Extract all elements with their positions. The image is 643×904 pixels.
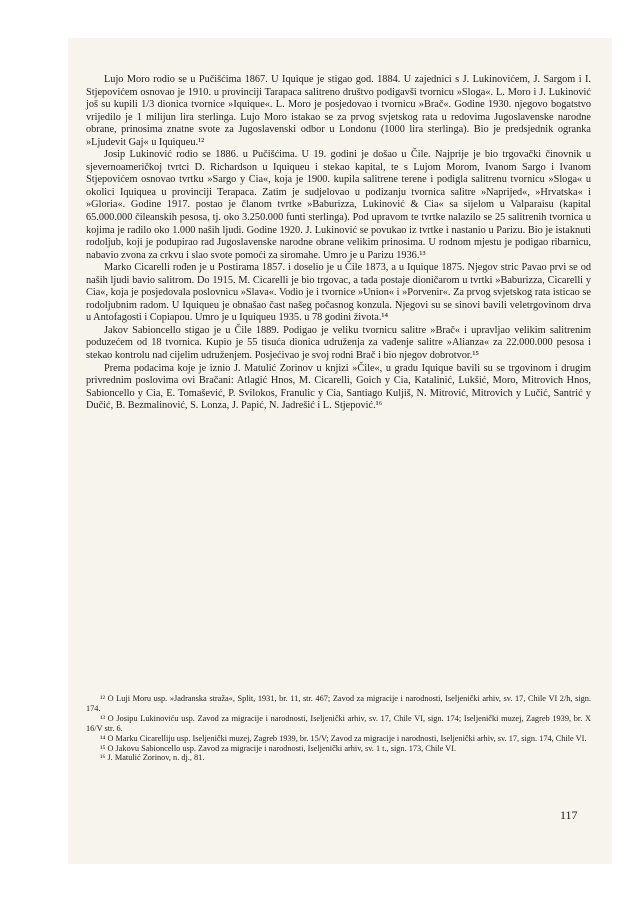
paragraph-josip-lukinovic: Josip Lukinović rodio se 1886. u Pučišćima. U 19. godini je došao u Čile. Najprije je bio trgovački činovnik u sjevernoameričkoj tvrtci D. Richardson u Iquiqueu i stekao kapital, te s Lujom Morom, Ivanom Sargo i Ivanom Stjepovićem osnovao tvrtku »Sargo y Cia«, koja je 1900. kupila salitrene terene i podigla salitrenu tvornicu »Sloga« u okolici Iquiquea u provinciji Terapaca. Zatim je sudjelovao u podizanju tvornica salitre »Naprijed«, »Hrvatska« i »Gloria«. Godine 1917. postao je članom tvrtke »Baburizza, Lukinović & Cia« sa sijelom u Valparaisu (kapital 65.000.000 čileanskih pesosa, tj. oko 3.250.000 funti sterlinga). Pod upravom te tvrtke nalazilo se 25 salitrenih tvornica u kojima je radilo oko 1.000 naših ljudi. Godine 1920. J. Lukinović se povukao iz tvrtke i nastanio u Parizu. Bio je istaknuti rodoljub, koji je podupirao rad Jugoslavenske narodne obrane velikim prinosima. U rodnom mjestu je podigao ribarnicu, nabavio zvona za crkvu i slao svote pomoći za siromahe. Umro je u Parizu 1936.¹³ (86, 149, 591, 261)
footnote-13: ¹³ O Josipu Lukinoviću usp. Zavod za migracije i narodnosti, Iseljenički arhiv, sv. 17, Chile VI, sign. 174; Iseljenički muzej, Zagreb 1939, br. X 16/V str. 6. (86, 713, 591, 733)
book-page (68, 38, 612, 864)
footnotes (86, 694, 591, 763)
page-number: 117 (560, 808, 578, 822)
paragraph-bracani-list: Prema podacima koje je iznio J. Matulić Zorinov u knjizi »Čile«, u gradu Iquique bavili su se trgovinom i drugim privrednim poslovima ovi Bračani: Atlagić Hnos, M. Cicarelli, Goich y Cia, Katalinić, Lukšić, Moro, Mitrovich Hnos, Sabioncello y Cia, E. Tomašević, P. Svilokos, Franulic y Cia, Santiago Kuljiš, N. Mitrović, Mitrovich y Lučić, Santrić y Dučić, B. Bezmalinović, S. Lonza, J. Papić, N. Jadrešić i L. Stjepović.¹⁶ (86, 362, 591, 412)
footnote-15: ¹⁵ O Jakovu Sabioncello usp. Zavod za migracije i narodnosti, Iseljenički arhiv, sv. 1 t., sign. 173, Chile VI. (100, 743, 457, 753)
footnote-16: ¹⁶ J. Matulić Zorinov, n. dj., 81. (100, 753, 205, 763)
paragraph-lujo-moro: Lujo Moro rodio se u Pučišćima 1867. U Iquique je stigao god. 1884. U zajednici s J. Lukinovićem, J. Sargom i I. Stjepovićem osnovao je 1910. u provinciji Tarapaca salitreno društvo podigavši tvornicu »Sloga«. L. Moro i J. Lukinović još su kupili 1/3 dionica tvornice »Iquique«. L. Moro je posjedovao i tvornicu »Brač«. Godine 1930. njegovo bogatstvo vrijedilo je 1 milijun lira sterlinga. Lujo Moro istakao se za prvog svjetskog rata u redovima Jugoslavenske narodne obrane, prinosima znatne svote za Jugoslavenski odbor u Londonu (1000 lira sterlinga). Bio je predsjednik ogranka »Ljudevit Gaj« u Iquiqueu.¹² (86, 74, 591, 148)
footnote-14: ¹⁴ O Marku Cicarelliju usp. Iseljenički muzej, Zagreb 1939, br. 15/V; Zavod za migracije i narodnosti, Iseljenički arhiv, sv. 17, sign. 174, Chile VI. (100, 733, 587, 743)
body-text (86, 74, 591, 413)
paragraph-jakov-sabioncello: Jakov Sabioncello stigao je u Čile 1889. Podigao je veliku tvornicu salitre »Brač« i upravljao velikim salitrenim poduzećem od 18 tvornica. Kupio je 55 tisuća dionica udruženja za vađenje salitre »Alianza« za 22.000.000 pesosa i stekao kontrolu nad cijelim udruženjem. Posjećivao je svoj rodni Brač i bio njegov dobrotvor.¹⁵ (86, 324, 591, 362)
footnote-12: ¹² O Luji Moru usp. »Jadranska straža«, Split, 1931, br. 11, str. 467; Zavod za migracije i narodnosti, Iseljenički arhiv, sv. 17, Chile VI 2/h, sign. 174. (86, 694, 591, 713)
paragraph-marko-cicarelli: Marko Cicarelli rođen je u Postirama 1857. i doselio je u Čile 1873, a u Iquique 1875. Njegov stric Pavao prvi se od naših ljudi bavio salitrom. Do 1915. M. Cicarelli je bio trgovac, a tada postaje dioničarom u tvrtki »Baburizza, Cicarelli y Cia«, koja je posjedovala poslovnicu »Slava«. Vodio je i tvornice »Union« i »Porvenir«. Za prvog svjetskog rata isticao se rodoljubnim radom. U Iquiqueu je obnašao čast našeg počasnog konzula. Njegovi su se sinovi bavili veletrgovinom drva u Antofagosti i Copiapou. Umro je u Iquiqueu 1935. u 78 godini života.¹⁴ (86, 262, 591, 324)
